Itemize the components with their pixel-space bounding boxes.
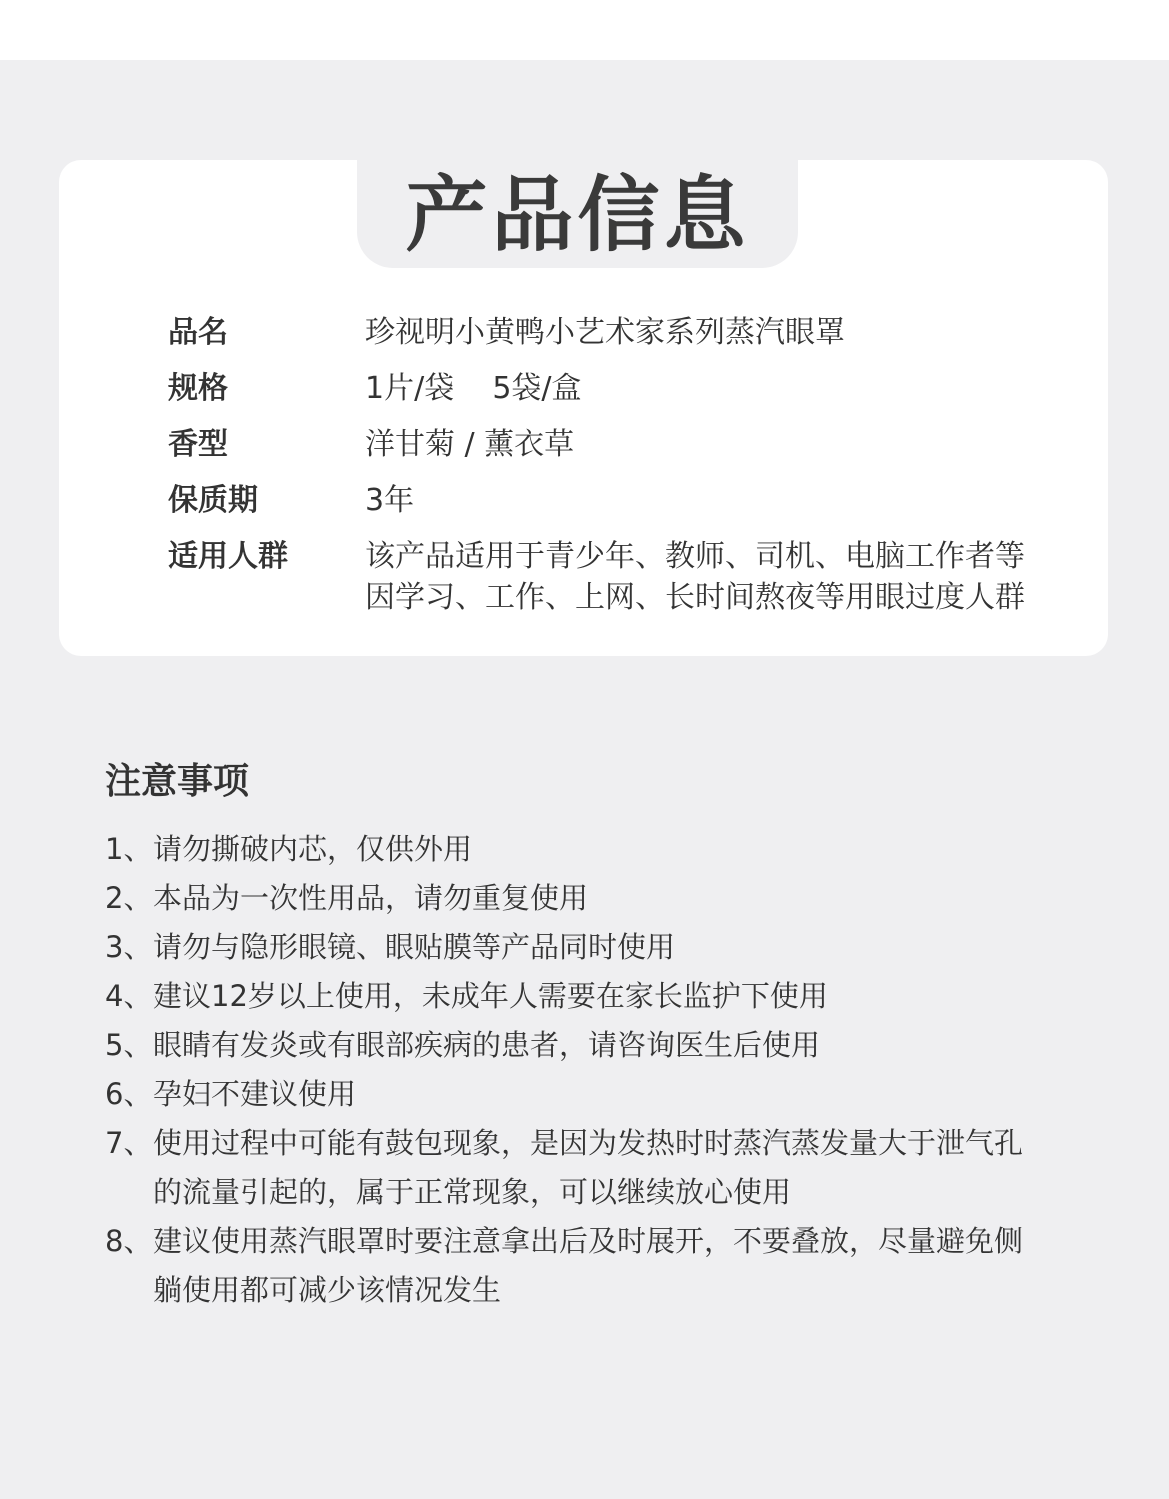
- list-item: [105, 1217, 1105, 1266]
- note-number: 4、: [105, 979, 153, 1013]
- list-item: [105, 874, 1105, 923]
- info-value-line-2: 因学习、工作、上网、长时间熬夜等用眼过度人群: [365, 580, 1025, 615]
- note-text: 孕妇不建议使用: [153, 1077, 357, 1111]
- note-number: 1、: [105, 832, 153, 866]
- list-item: [105, 825, 1105, 874]
- info-value-line-1: 该产品适用于青少年、教师、司机、电脑工作者等: [365, 539, 1025, 574]
- info-value: 洋甘菊 / 薰衣草: [365, 427, 575, 462]
- list-item: [105, 923, 1105, 972]
- info-label: 适用人群: [168, 539, 288, 574]
- list-item: [105, 1021, 1105, 1070]
- notes-title: 注意事项: [105, 761, 250, 802]
- note-text: 躺使用都可减少该情况发生: [153, 1273, 502, 1307]
- info-label: 品名: [168, 315, 228, 350]
- note-number: 8、: [105, 1224, 153, 1258]
- page-title: 产品信息: [405, 168, 750, 263]
- notes-list: [105, 825, 1105, 1315]
- info-label: 香型: [168, 427, 228, 462]
- note-number: 3、: [105, 930, 153, 964]
- title-tab: [357, 160, 798, 268]
- note-number: 2、: [105, 881, 153, 915]
- list-item: [105, 1070, 1105, 1119]
- list-item: [105, 972, 1105, 1021]
- note-text: 请勿撕破内芯，仅供外用: [153, 832, 473, 866]
- list-item: [105, 1119, 1105, 1168]
- info-label: 规格: [168, 371, 228, 406]
- list-item-continuation: [105, 1266, 1105, 1315]
- note-text: 使用过程中可能有鼓包现象，是因为发热时时蒸汽蒸发量大于泄气孔: [153, 1126, 1024, 1160]
- info-value: 珍视明小黄鸭小艺术家系列蒸汽眼罩: [365, 315, 845, 350]
- note-number: 5、: [105, 1028, 153, 1062]
- note-text: 眼睛有发炎或有眼部疾病的患者，请咨询医生后使用: [153, 1028, 821, 1062]
- note-text: 建议12岁以上使用，未成年人需要在家长监护下使用: [153, 979, 828, 1013]
- note-text: 本品为一次性用品，请勿重复使用: [153, 881, 589, 915]
- note-number: 7、: [105, 1126, 153, 1160]
- top-white-strip: [0, 0, 1169, 60]
- info-label: 保质期: [168, 483, 258, 518]
- note-text: 建议使用蒸汽眼罩时要注意拿出后及时展开，不要叠放，尽量避免侧: [153, 1224, 1024, 1258]
- note-text: 请勿与隐形眼镜、眼贴膜等产品同时使用: [153, 930, 676, 964]
- note-text: 的流量引起的，属于正常现象，可以继续放心使用: [153, 1175, 792, 1209]
- note-number: 6、: [105, 1077, 153, 1111]
- list-item-continuation: [105, 1168, 1105, 1217]
- info-value: 1片/袋 5袋/盒: [365, 371, 582, 406]
- info-value: 3年: [365, 483, 415, 518]
